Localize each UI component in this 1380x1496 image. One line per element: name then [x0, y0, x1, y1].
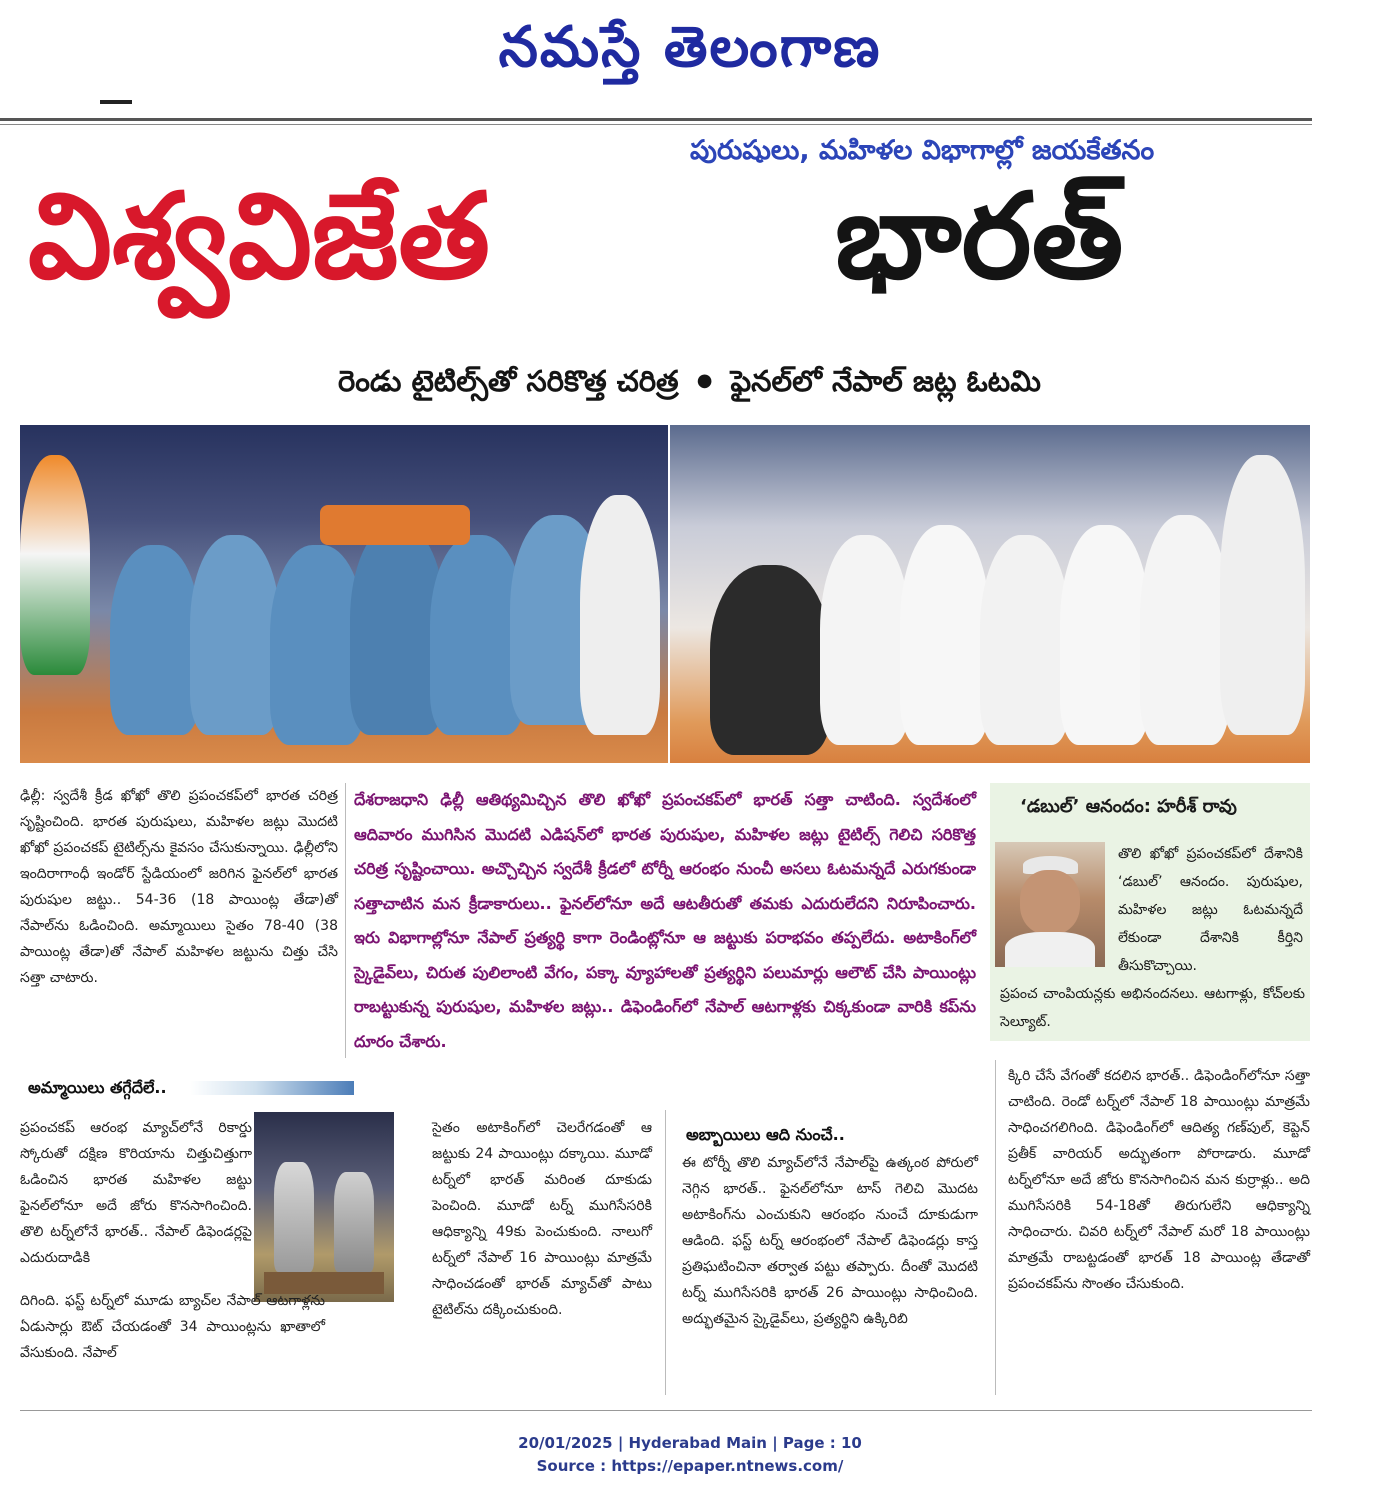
player-shape	[1140, 515, 1230, 745]
deck-part2: ఫైనల్‌లో నేపాల్ జట్ల ఓటమి	[730, 364, 1041, 398]
men-text-1: ఈ టోర్నీ తొలి మ్యాచ్‌లోనే నేపాల్‌పై ఉత్కంఠ పోరులో నెగ్గిన భారత్.. ఫైనల్‌లోనూ టాస్ గెలిచి మొదట అటాకింగ్‌ను ఎంచుకుని ఆరంభం నుంచే దూకుడుగా ఆడింది. ఫస్ట్ టర్న్ ఆరంభంలో నేపాల్ డిఫెండర్లు కాస్త ప్రతిఘటించినా తర్వాత పట్టు తప్పారు. దీంతో మొదటి టర్న్ ముగిసేసరికి భారత్ 26 పాయింట్లు సాధించింది. అద్భుతమైన స్కైడైవ్‌లు, ప్రత్యర్థిని ఉక్కిరిబి	[682, 1155, 978, 1327]
column-rule	[345, 783, 346, 1058]
header-rule	[0, 118, 1312, 121]
deck-part1: రెండు టైటిల్స్‌తో సరికొత్త చరిత్ర	[338, 364, 679, 398]
flag-shape	[20, 455, 90, 675]
footer-source: Source : https://epaper.ntnews.com/	[536, 1457, 844, 1475]
men-text-2: క్కిరి చేసే వేగంతో కదలిన భారత్.. డిఫెండింగ్‌లోనూ సత్తా చాటింది. రెండో టర్న్‌లో నేపాల్ 18 పాయింట్లు మాత్రమే సాధించగలిగింది. డిఫెండింగ్‌లో ఆదిత్య గణ్‌పుల్, కెప్టెన్ ప్రతీక్ వారియర్ అద్భుతంగా పోరాడారు. మూడో టర్న్‌లోనూ అదే జోరు కొనసాగించిన మన కుర్రాళ్లు.. అది ముగిసేసరికి 54-18తో తిరుగులేని ఆధిక్యాన్ని సాధించారు. చివరి టర్న్‌లో నేపాల్ మరో 18 పాయింట్లు మాత్రమే రాబట్టడంతో భారత్ 18 పాయింట్ల తేడాతో ప్రపంచకప్‌ను సొంతం చేసుకుంది.	[1008, 1068, 1310, 1292]
headline-black: భారత్	[835, 167, 1124, 305]
subhead-women: అమ్మాయిలు తగ్గేదేలే..	[28, 1078, 167, 1097]
trophy-photo	[254, 1112, 394, 1302]
masthead-logo: నమస్తే తెలంగాణ	[498, 14, 882, 80]
women-text-2: దిగింది. ఫస్ట్ టర్న్‌లో మూడు బ్యాచ్‌ల నేపాల్ ఆటగాళ్లను ఏడుసార్లు ఔట్ చేయడంతో 34 పాయింట్లను ఖాతాలో వేసుకుంది. నేపాల్	[20, 1293, 325, 1361]
intro-text: ఢిల్లీ: స్వదేశీ క్రీడ ఖోఖో తొలి ప్రపంచకప్‌లో భారత చరిత్ర సృష్టించింది. భారత పురుషులు, మహిళల జట్లు మొదటి ఖోఖో ప్రపంచకప్ టైటిల్స్‌ను కైవసం చేసుకున్నాయి. ఢిల్లీలోని ఇందిరాగాంధీ ఇండోర్ స్టేడియంలో జరిగిన ఫైనల్‌లో భారత పురుషుల జట్టు.. 54-36 (18 పాయింట్ల తేడా)తో నేపాల్‌ను ఓడించింది. అమ్మాయిలు సైతం 78-40 (38 పాయింట్ల తేడా)తో నేపాల్ మహిళల జట్టును చిత్తు చేసి సత్తా చాటారు.	[20, 788, 338, 986]
sidebar-body: తొలి ఖోఖో ప్రపంచకప్‌లో దేశానికి ‘డబుల్’ ఆనందం. పురుషుల, మహిళల జట్లు ఓటమన్నదే లేకుండా దేశానికి కీర్తిని తీసుకొచ్చాయి.	[1118, 846, 1303, 974]
kicker: పురుషులు, మహిళల విభాగాల్లో జయకేతనం	[690, 135, 1155, 166]
header-tick	[100, 100, 132, 104]
footer-rule	[20, 1410, 1312, 1411]
header-rule-thin	[0, 124, 1312, 125]
deck	[338, 364, 1298, 406]
sidebar-title: ‘డబుల్’ ఆనందం: హరీశ్ రావు	[1020, 796, 1237, 817]
player-shape	[1060, 525, 1150, 745]
lead-paragraph: దేశరాజధాని ఢిల్లీ ఆతిథ్యమిచ్చిన తొలి ఖోఖో ప్రపంచకప్‌లో భారత్ సత్తా చాటింది. స్వదేశంలో ఆదివారం ముగిసిన మొదటి ఎడిషన్‌లో భారత పురుషుల, మహిళల జట్లు టైటిల్స్ గెలిచి సరికొత్త చరిత్ర సృష్టించాయి. అచ్చొచ్చిన స్వదేశీ క్రీడలో టోర్నీ ఆరంభం నుంచీ అసలు ఓటమన్నదే ఎరుగకుండా సత్తాచాటిన మన క్రీడాకారులు.. ఫైనల్‌లోనూ అదే ఆటతీరుతో తమకు ఎదురులేదని నిరూపించారు. ఇరు విభాగాల్లోనూ నేపాల్ ప్రత్యర్థి కాగా రెండింట్లోనూ ఆ జట్టుకు పరాభవం తప్పలేదు. అటాకింగ్‌లో స్కైడైవ్‌లు, చిరుత పులిలాంటి వేగం, పక్కా వ్యూహాలతో ప్రత్యర్థిని పలుమార్లు ఆలౌట్ చేసి పాయింట్లు రాబట్టుకున్న పురుషుల, మహిళల జట్లు.. డిఫెండింగ్‌లో నేపాల్ ఆటగాళ్లకు చిక్కకుండా వారికి కప్‌ను దూరం చేశారు.	[354, 790, 976, 1051]
coach-shape	[710, 565, 830, 755]
player-shape	[900, 525, 990, 745]
photo-men-team	[20, 425, 668, 763]
headline-red: విశ్వవిజేత	[28, 167, 490, 305]
subhead-bar	[190, 1081, 354, 1095]
banner-shape	[320, 505, 470, 545]
subhead-men: అబ్బాయిలు ఆది నుంచే..	[686, 1125, 845, 1144]
player-shape	[110, 545, 200, 735]
photo-women-team	[670, 425, 1310, 763]
official-shape	[580, 495, 660, 735]
sidebar-body-2: ప్రపంచ చాంపియన్లకు అభినందనలు. ఆటగాళ్లు, కోచ్‌లకు సెల్యూట్.	[1000, 986, 1305, 1030]
women-text-3: సైతం అటాకింగ్‌లో చెలరేగడంతో ఆ జట్టుకు 24 పాయింట్లు దక్కాయి. మూడో టర్న్‌లో భారత్ మరింత దూకుడు పెంచింది. మూడో టర్న్ ముగిసేసరికి ఆధిక్యాన్ని 49కు పెంచుకుంది. నాలుగో టర్న్‌లో నేపాల్ 16 పాయింట్లు మాత్రమే సాధించడంతో భారత్ మ్యాచ్‌తో పాటు టైటిల్‌ను దక్కించుకుంది.	[432, 1120, 652, 1318]
player-shape	[190, 535, 280, 735]
player-shape	[980, 535, 1070, 745]
women-text-1: ప్రపంచకప్ ఆరంభ మ్యాచ్‌లోనే రికార్డు స్కోరుతో దక్షిణ కొరియాను చిత్తుచిత్తుగా ఓడించిన భారత మహిళల జట్టు ఫైనల్‌లోనూ అదే జోరు కొనసాగించింది. తొలి టర్న్‌లోనే భారత్.. నేపాల్ డిఫెండర్లపై ఎదురుదాడికి	[20, 1120, 252, 1266]
column-rule	[995, 1060, 996, 1395]
sidebar-portrait	[995, 842, 1105, 967]
footer-info: 20/01/2025 | Hyderabad Main | Page : 10	[518, 1434, 862, 1452]
column-rule	[665, 1110, 666, 1395]
player-shape	[820, 535, 910, 745]
player-shape	[1220, 455, 1305, 735]
deck-separator: ●	[696, 370, 713, 391]
